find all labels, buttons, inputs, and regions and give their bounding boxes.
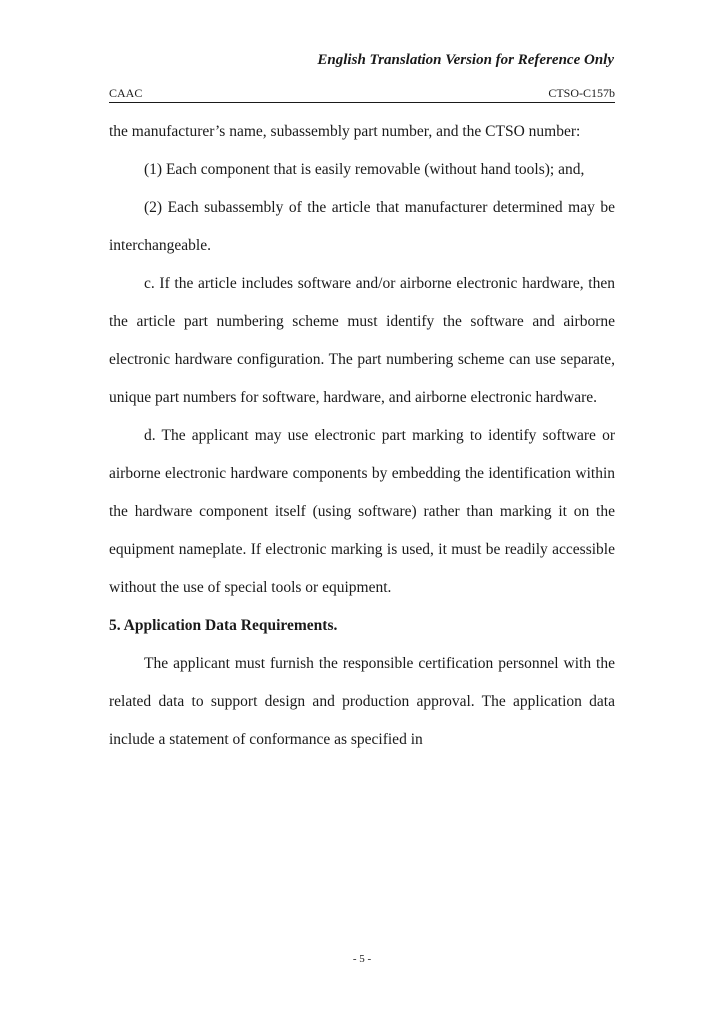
section-heading: 5. Application Data Requirements.	[109, 617, 338, 634]
paragraph-continuation: the manufacturer’s name, subassembly part number, and the CTSO number:	[109, 123, 581, 140]
translation-disclaimer: English Translation Version for Reference Only	[317, 52, 614, 68]
paragraph-c: c. If the article includes software and/or airborne electronic hardware, then the article part numbering scheme must identify the software and airborne electronic hardware configuration. The part numbering scheme can use separate, unique part numbers for software, hardware, and airborne electronic hardware.	[109, 275, 615, 406]
paragraph-item-1: (1) Each component that is easily removable (without hand tools); and,	[144, 161, 585, 178]
running-header	[109, 86, 615, 103]
paragraph-item-2: (2) Each subassembly of the article that manufacturer determined may be interchangeable.	[109, 199, 615, 254]
paragraph-d: d. The applicant may use electronic part marking to identify software or airborne electronic hardware components by embedding the identification within the hardware component itself (using software) rather than marking it on the equipment nameplate. If electronic marking is used, it must be readily accessible without the use of special tools or equipment.	[109, 427, 615, 596]
header-document-id: CTSO-C157b	[548, 86, 615, 100]
page-number: - 5 -	[352, 953, 372, 965]
paragraph-application-data: The applicant must furnish the responsible certification personnel with the related data to support design and production approval. The application data include a statement of conformance as specified in	[109, 655, 615, 748]
body-text	[109, 113, 615, 759]
header-organization: CAAC	[109, 86, 143, 100]
